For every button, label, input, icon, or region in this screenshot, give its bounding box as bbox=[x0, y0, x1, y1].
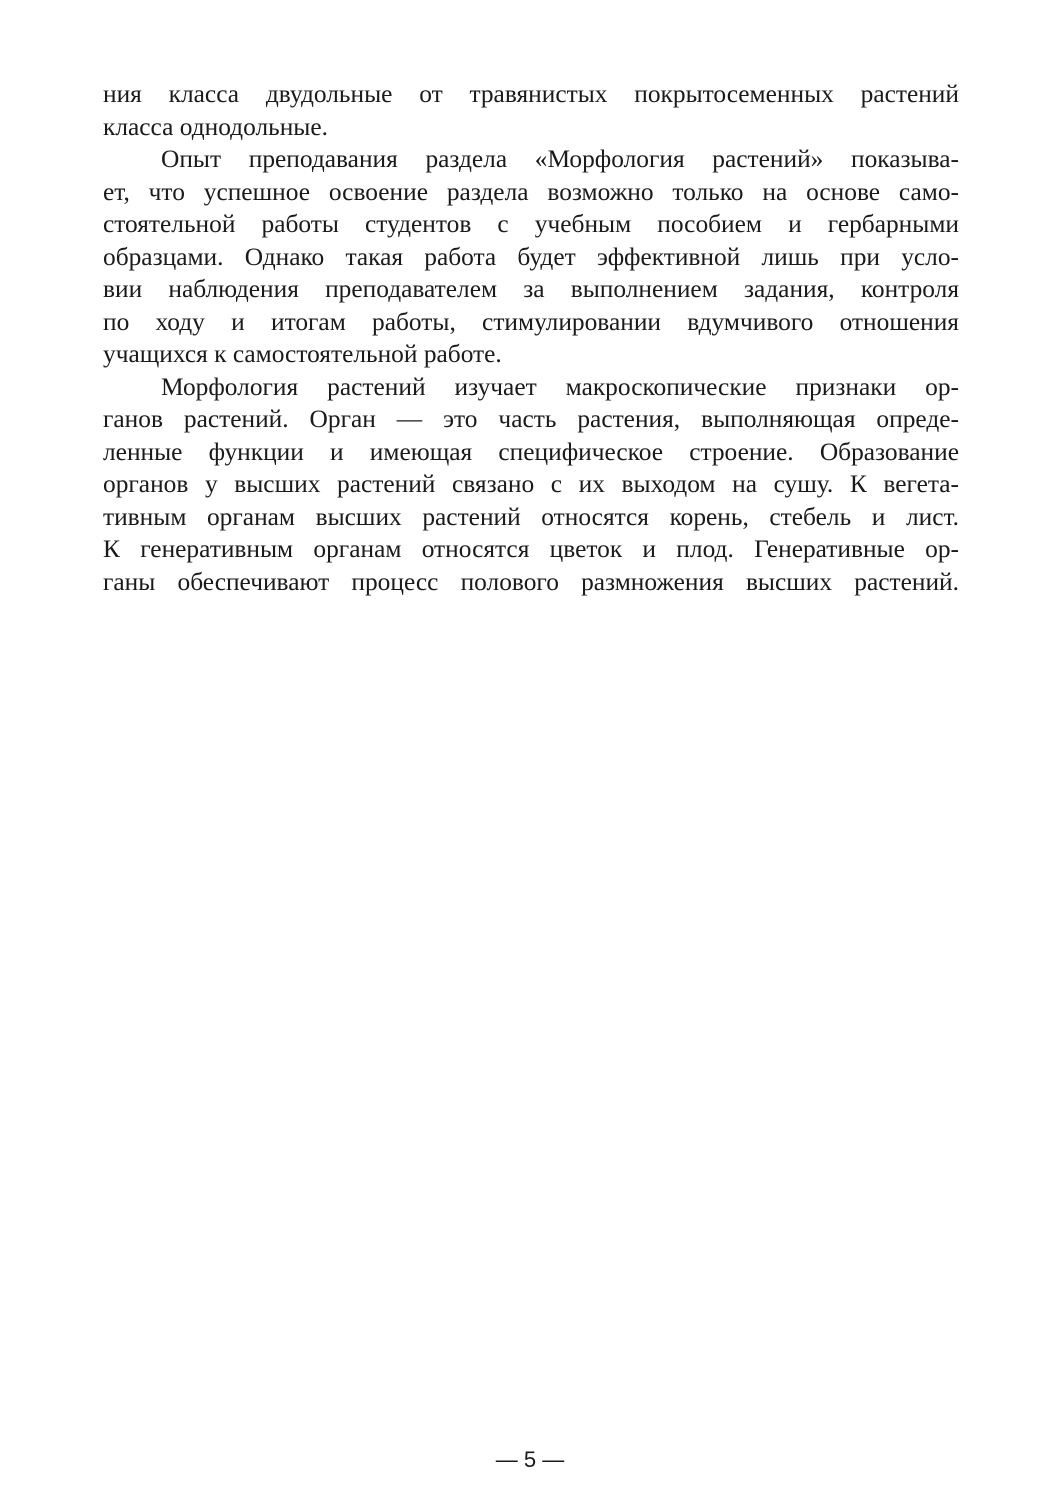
page-number: — 5 — bbox=[495, 1447, 565, 1472]
text-line: ганов растений. Орган — это часть растения, выполняющая опреде- bbox=[103, 405, 959, 433]
paragraph bbox=[103, 78, 959, 143]
paragraph bbox=[103, 143, 959, 371]
text-line: органов у высших растений связано с их выходом на сушу. К вегета- bbox=[103, 470, 959, 498]
paragraph bbox=[103, 371, 959, 599]
text-line: вии наблюдения преподавателем за выполнением задания, контроля bbox=[103, 275, 959, 303]
text-line: стоятельной работы студентов с учебным пособием и гербарными bbox=[103, 210, 959, 238]
body-text bbox=[103, 78, 959, 598]
text-line: класса однодольные. bbox=[103, 112, 328, 141]
text-line: ленные функции и имеющая специфическое строение. Образование bbox=[103, 437, 959, 466]
text-line: ганы обеспечивают процесс полового размножения высших растений. bbox=[103, 567, 959, 596]
text-line: ния класса двудольные от травянистых покрытосеменных растений bbox=[103, 80, 959, 108]
text-line: учащихся к самостоятельной работе. bbox=[103, 340, 502, 368]
text-line: К генеративным органам относятся цветок и плод. Генеративные ор- bbox=[103, 535, 959, 563]
text-line: Морфология растений изучает макроскопические признаки ор- bbox=[161, 372, 959, 401]
text-line: по ходу и итогам работы, стимулировании вдумчивого отношения bbox=[103, 307, 959, 336]
text-line: ет, что успешное освоение раздела возможно только на основе само- bbox=[103, 177, 959, 206]
text-line: тивным органам высших растений относятся корень, стебель и лист. bbox=[103, 502, 959, 531]
text-line: образцами. Однако такая работа будет эффективной лишь при усло- bbox=[103, 242, 959, 271]
text-line: Опыт преподавания раздела «Морфология растений» показыва- bbox=[161, 145, 959, 173]
